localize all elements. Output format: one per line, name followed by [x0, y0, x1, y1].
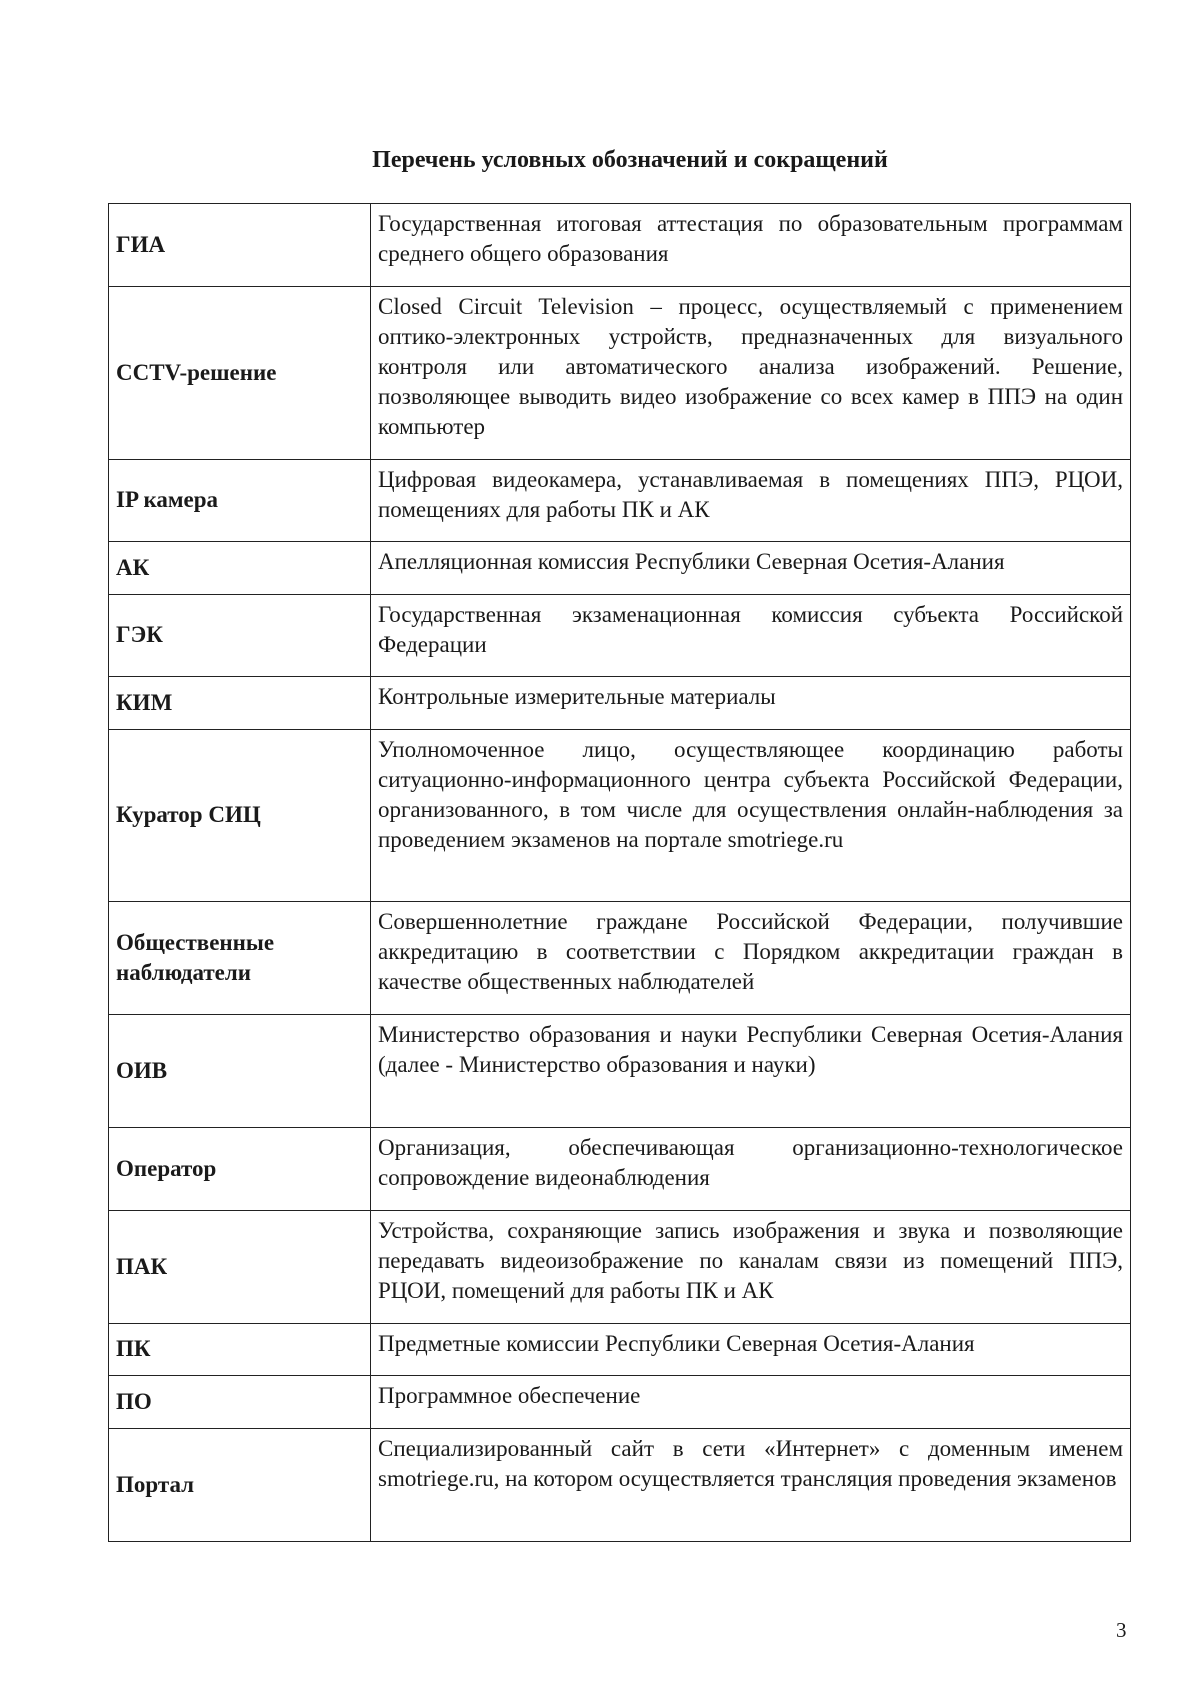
definition-cell: Государственная итоговая аттестация по образовательным программам среднего общего образования	[371, 204, 1131, 287]
term-cell: ГЭК	[109, 595, 371, 677]
table-row	[109, 730, 1131, 902]
table-row	[109, 287, 1131, 460]
term-cell: ГИА	[109, 204, 371, 287]
table-row	[109, 902, 1131, 1015]
table-row	[109, 1015, 1131, 1128]
definition-cell: Цифровая видеокамера, устанавливаемая в помещениях ППЭ, РЦОИ, помещениях для работы ПК и АК	[371, 460, 1131, 542]
table-row	[109, 1376, 1131, 1429]
definition-cell: Специализированный сайт в сети «Интернет» с доменным именем smotriege.ru, на котором осуществляется трансляция проведения экзаменов	[371, 1429, 1131, 1542]
table-row	[109, 1324, 1131, 1376]
table-row	[109, 595, 1131, 677]
definition-cell: Организация, обеспечивающая организационно-технологическое сопровождение видеонаблюдения	[371, 1128, 1131, 1211]
table-row	[109, 1429, 1131, 1542]
term-cell: АК	[109, 542, 371, 595]
definition-cell: Closed Circuit Television – процесс, осуществляемый с применением оптико-электронных устройств, предназначенных для визуального контроля или автоматического анализа изображений. Решение, позволяющее выводить видео изображение со всех камер в ППЭ на один компьютер	[371, 287, 1131, 460]
definition-cell: Апелляционная комиссия Республики Северная Осетия-Алания	[371, 542, 1131, 595]
term-cell: ПО	[109, 1376, 371, 1429]
definition-cell: Министерство образования и науки Республики Северная Осетия-Алания (далее - Министерство образования и науки)	[371, 1015, 1131, 1128]
term-cell: Портал	[109, 1429, 371, 1542]
definition-cell: Совершеннолетние граждане Российской Федерации, получившие аккредитацию в соответствии с Порядком аккредитации граждан в качестве общественных наблюдателей	[371, 902, 1131, 1015]
table-row	[109, 677, 1131, 730]
term-cell: Куратор СИЦ	[109, 730, 371, 902]
definition-cell: Контрольные измерительные материалы	[371, 677, 1131, 730]
term-cell: КИМ	[109, 677, 371, 730]
term-cell: ОИВ	[109, 1015, 371, 1128]
table-row	[109, 1211, 1131, 1324]
term-cell: CCTV-решение	[109, 287, 371, 460]
table-row	[109, 542, 1131, 595]
table-row	[109, 204, 1131, 287]
table-row	[109, 460, 1131, 542]
definition-cell: Государственная экзаменационная комиссия субъекта Российской Федерации	[371, 595, 1131, 677]
term-cell: Оператор	[109, 1128, 371, 1211]
term-cell: ПК	[109, 1324, 371, 1376]
definition-cell: Программное обеспечение	[371, 1376, 1131, 1429]
definition-cell: Предметные комиссии Республики Северная Осетия-Алания	[371, 1324, 1131, 1376]
term-cell: IP камера	[109, 460, 371, 542]
term-cell: ПАК	[109, 1211, 371, 1324]
terms-table	[108, 203, 1131, 1542]
definition-cell: Устройства, сохраняющие запись изображения и звука и позволяющие передавать видеоизображение по каналам связи из помещений ППЭ, РЦОИ, помещений для работы ПК и АК	[371, 1211, 1131, 1324]
term-cell: Общественные наблюдатели	[109, 902, 371, 1015]
table-row	[109, 1128, 1131, 1211]
definition-cell: Уполномоченное лицо, осуществляющее координацию работы ситуационно-информационного центра субъекта Российской Федерации, организованного, в том числе для осуществления онлайн-наблюдения за проведением экзаменов на портале smotriege.ru	[371, 730, 1131, 902]
page-number: 3	[1116, 1618, 1127, 1642]
page-title: Перечень условных обозначений и сокращений	[372, 147, 888, 173]
